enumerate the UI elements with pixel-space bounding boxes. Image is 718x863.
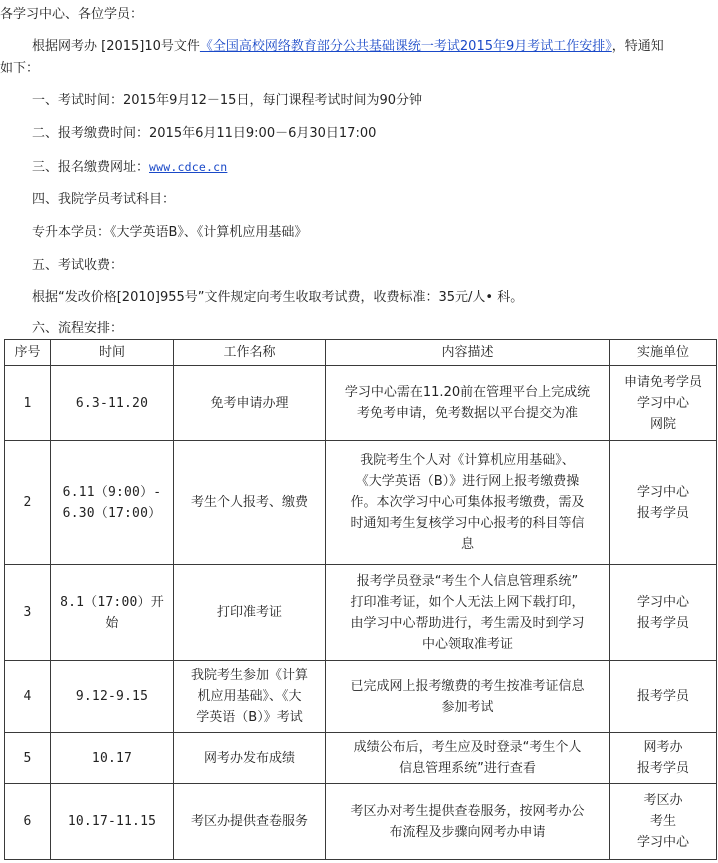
- row-desc: 成绩公布后，考生应及时登录“考生个人 信息管理系统”进行查看: [326, 733, 610, 784]
- fee-detail: 根据“发改价格[2010]955号”文件规定向考生收取考试费，收费标准：35元/人• 科。: [32, 290, 524, 305]
- site-url-link[interactable]: www.cdce.cn: [149, 160, 228, 174]
- row-unit: 学习中心 报考学员: [610, 441, 717, 565]
- row-task: 我院考生参加《计算 机应用基础》、《大 学英语（B）》考试: [174, 661, 326, 733]
- row-desc: 报考学员登录“考生个人信息管理系统” 打印准考证，如个人无法上网下载打印， 由学习中心帮助进行，考生需及时到学习 中心领取准考证: [326, 565, 610, 661]
- schedule-table: [4, 339, 717, 860]
- row-desc: 我院考生个人对《计算机应用基础》、 《大学英语（B）》进行网上报考缴费操 作。本次学习中心可集体报考缴费，需及 时通知考生复核学习中心报考的科目等信 息: [326, 441, 610, 565]
- row-no: 1: [5, 366, 51, 441]
- row-desc: 已完成网上报考缴费的考生按准考证信息 参加考试: [326, 661, 610, 733]
- table-header-row: [5, 340, 717, 366]
- site-label: 三、报名缴费网址：: [32, 160, 150, 175]
- intro-suffix: ，特通知: [611, 39, 664, 54]
- flow-heading: 六、流程安排：: [32, 321, 124, 336]
- intro-line-2: 如下：: [0, 61, 40, 76]
- table-row: [5, 661, 717, 733]
- row-no: 5: [5, 733, 51, 784]
- row-time: 10.17: [51, 733, 174, 784]
- table-row: [5, 441, 717, 565]
- fee-heading: 五、考试收费：: [32, 258, 124, 273]
- table-row: [5, 565, 717, 661]
- row-unit: 网考办 报考学员: [610, 733, 717, 784]
- row-no: 6: [5, 784, 51, 860]
- row-no: 2: [5, 441, 51, 565]
- intro-prefix: 根据网考办 [2015]10号文件: [32, 39, 200, 54]
- row-time: 6.11（9:00）- 6.30（17:00）: [51, 441, 174, 565]
- row-no: 4: [5, 661, 51, 733]
- header-no: 序号: [5, 340, 51, 366]
- row-unit: 申请免考学员 学习中心 网院: [610, 366, 717, 441]
- subjects: 专升本学员：《大学英语B》、《计算机应用基础》: [32, 225, 308, 240]
- registration-site: [32, 156, 718, 179]
- header-desc: 内容描述: [326, 340, 610, 366]
- row-no: 3: [5, 565, 51, 661]
- row-time: 8.1（17:00）开 始: [51, 565, 174, 661]
- row-desc: 考区办对考生提供查卷服务，按网考办公 布流程及步骤向网考办申请: [326, 784, 610, 860]
- table-row: [5, 784, 717, 860]
- row-time: 10.17-11.15: [51, 784, 174, 860]
- row-task: 网考办发布成绩: [174, 733, 326, 784]
- exam-arrangement-link[interactable]: 《全国高校网络教育部分公共基础课统一考试2015年9月考试工作安排》: [199, 39, 612, 54]
- row-time: 6.3-11.20: [51, 366, 174, 441]
- table-row: [5, 366, 717, 441]
- header-time: 时间: [51, 340, 174, 366]
- header-task: 工作名称: [174, 340, 326, 366]
- row-unit: 考区办 考生 学习中心: [610, 784, 717, 860]
- row-time: 9.12-9.15: [51, 661, 174, 733]
- table-row: [5, 733, 717, 784]
- row-task: 免考申请办理: [174, 366, 326, 441]
- fee-time: 二、报考缴费时间：2015年6月11日9:00－6月30日17:00: [32, 126, 377, 141]
- intro-line: [32, 36, 718, 58]
- greeting: 各学习中心、各位学员：: [0, 7, 144, 22]
- row-desc: 学习中心需在11.20前在管理平台上完成统 考免考申请，免考数据以平台提交为准: [326, 366, 610, 441]
- row-unit: 报考学员: [610, 661, 717, 733]
- row-task: 考生个人报考、缴费: [174, 441, 326, 565]
- row-task: 考区办提供查卷服务: [174, 784, 326, 860]
- exam-time: 一、考试时间：2015年9月12－15日，每门课程考试时间为90分钟: [32, 93, 422, 108]
- subjects-heading: 四、我院学员考试科目：: [32, 192, 176, 207]
- header-unit: 实施单位: [610, 340, 717, 366]
- row-task: 打印准考证: [174, 565, 326, 661]
- row-unit: 学习中心 报考学员: [610, 565, 717, 661]
